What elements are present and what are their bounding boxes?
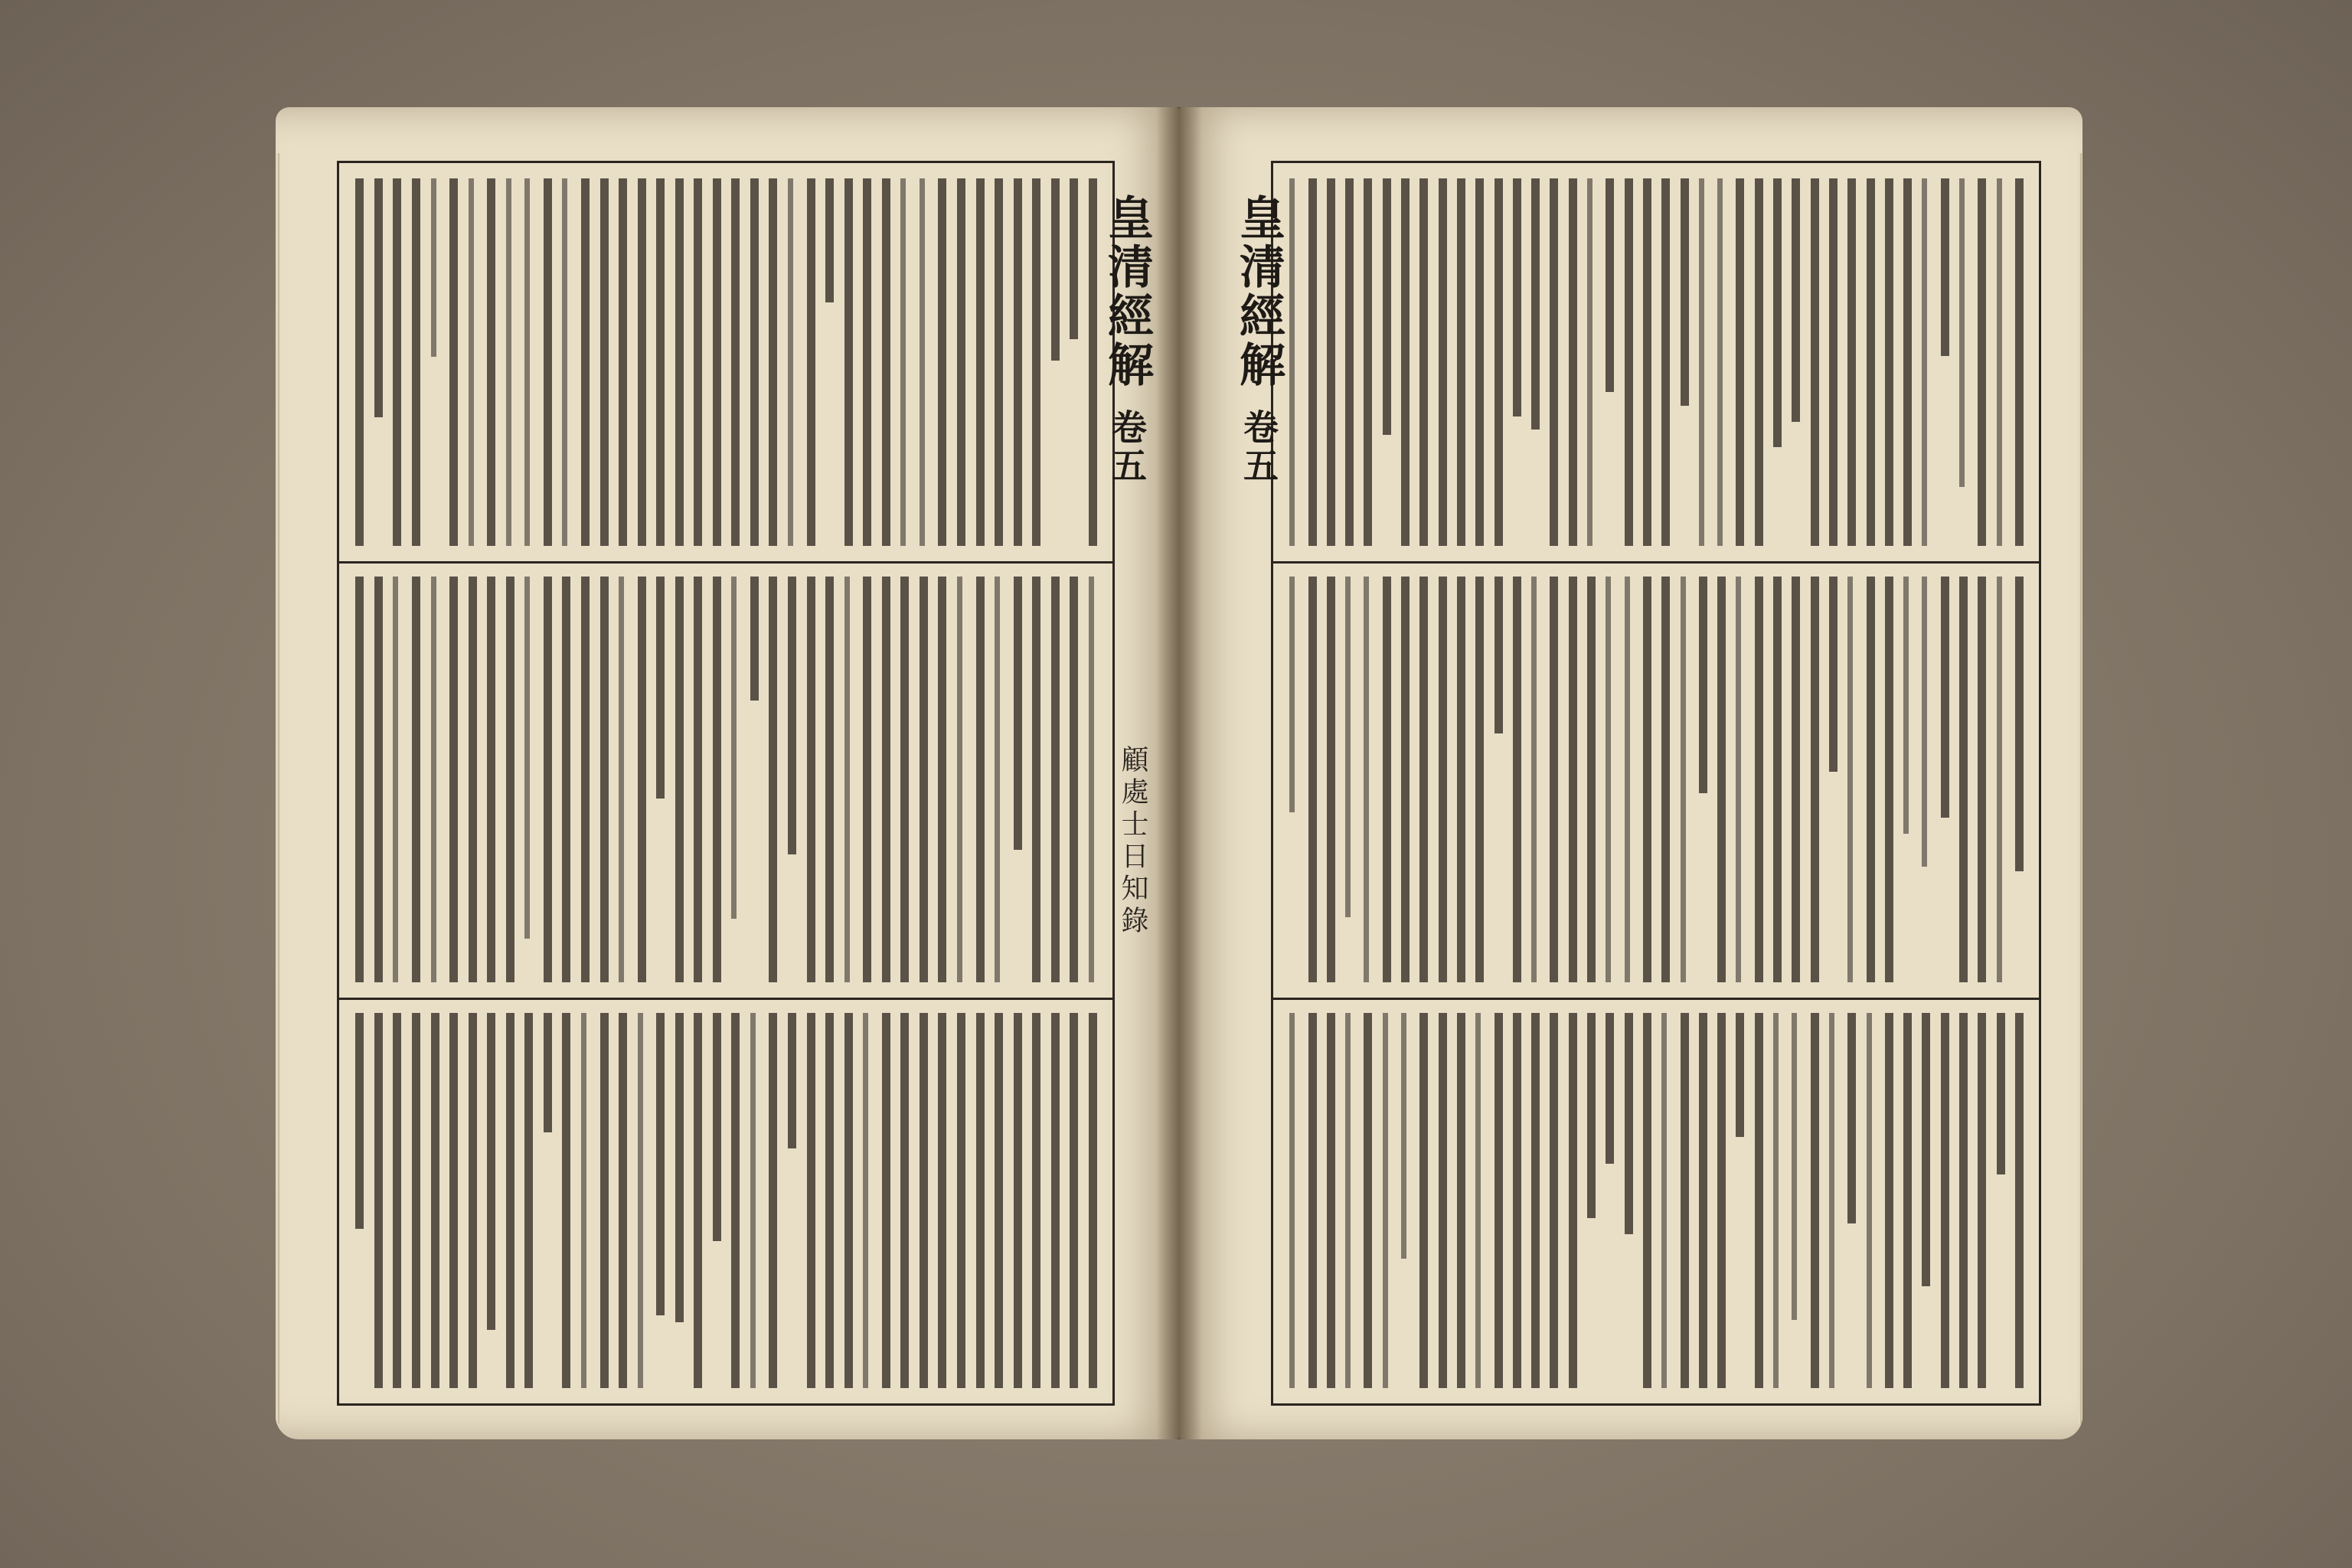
right-header-title: 皇清經解 xyxy=(1232,194,1285,390)
text-column xyxy=(1457,1013,1465,1388)
text-column xyxy=(1308,577,1317,982)
text-column xyxy=(1773,178,1782,447)
text-column xyxy=(1885,178,1893,546)
text-column xyxy=(1032,577,1040,982)
text-column xyxy=(1755,577,1763,982)
text-column xyxy=(1773,1013,1779,1388)
text-column xyxy=(1661,577,1670,982)
text-column xyxy=(1773,577,1782,982)
text-column xyxy=(844,577,850,982)
text-column xyxy=(1847,577,1853,982)
text-column xyxy=(1032,178,1040,546)
text-column xyxy=(1070,1013,1078,1388)
text-column xyxy=(1345,1013,1351,1388)
text-column xyxy=(1289,577,1295,812)
text-column xyxy=(412,178,420,546)
text-column xyxy=(788,178,793,546)
text-column xyxy=(976,577,985,982)
text-column xyxy=(506,1013,514,1388)
left-page-source-caption: 顧處士日知錄 xyxy=(1117,745,1148,938)
text-column xyxy=(1531,577,1537,982)
text-column xyxy=(1475,178,1484,546)
text-column xyxy=(788,1013,796,1148)
text-column xyxy=(844,178,853,546)
text-column xyxy=(619,178,627,546)
text-column xyxy=(1997,577,2002,982)
text-column xyxy=(750,178,759,546)
text-column xyxy=(995,577,1000,982)
text-column xyxy=(825,577,834,982)
text-column xyxy=(1699,577,1707,793)
text-column xyxy=(713,1013,721,1241)
text-column xyxy=(1513,577,1521,982)
text-column xyxy=(1755,1013,1763,1388)
text-column xyxy=(581,178,590,546)
text-column xyxy=(675,178,684,546)
text-column xyxy=(938,178,946,546)
text-column xyxy=(1885,577,1893,982)
text-column xyxy=(1550,1013,1558,1388)
text-column xyxy=(731,178,740,546)
text-column xyxy=(524,178,530,546)
text-column xyxy=(600,577,609,982)
text-column xyxy=(1717,178,1723,546)
text-column xyxy=(1327,178,1335,546)
right-text-frame xyxy=(1232,161,2041,1406)
text-column xyxy=(844,1013,853,1388)
text-column xyxy=(1289,1013,1295,1388)
text-column xyxy=(562,577,570,982)
text-column xyxy=(1070,577,1078,982)
text-column xyxy=(1997,178,2002,546)
text-column xyxy=(1941,577,1949,818)
text-column xyxy=(1439,178,1447,546)
text-column xyxy=(1364,1013,1372,1388)
text-column xyxy=(2015,178,2024,546)
text-column xyxy=(1625,1013,1633,1234)
text-column xyxy=(1792,1013,1797,1320)
text-column xyxy=(1494,577,1503,733)
left-text-block-middle xyxy=(350,577,1102,982)
text-column xyxy=(1922,178,1927,546)
text-column xyxy=(900,1013,909,1388)
text-column xyxy=(638,577,646,982)
text-column xyxy=(1811,178,1819,546)
text-column xyxy=(1051,577,1060,982)
text-column xyxy=(1587,577,1596,982)
text-column xyxy=(920,1013,928,1388)
text-column xyxy=(1494,178,1503,546)
text-column xyxy=(487,1013,495,1330)
text-column xyxy=(900,178,906,546)
text-column xyxy=(807,577,815,982)
text-column xyxy=(1364,577,1369,982)
text-column xyxy=(1606,577,1611,982)
text-column xyxy=(656,1013,665,1315)
text-column xyxy=(1903,178,1912,546)
text-column xyxy=(995,178,1003,546)
text-column xyxy=(1032,1013,1040,1388)
text-column xyxy=(524,577,530,939)
text-column xyxy=(1903,1013,1912,1388)
text-column xyxy=(1625,577,1630,982)
text-column xyxy=(807,178,815,546)
text-column xyxy=(469,577,477,982)
text-column xyxy=(1847,1013,1856,1223)
right-register-line-2 xyxy=(1273,998,2039,1000)
text-column xyxy=(1941,1013,1949,1388)
text-column xyxy=(1625,178,1633,546)
text-column xyxy=(487,178,495,546)
text-column xyxy=(750,577,759,701)
text-column xyxy=(1699,1013,1707,1388)
text-column xyxy=(2015,1013,2024,1388)
text-column xyxy=(1419,178,1428,546)
text-column xyxy=(1699,178,1704,546)
text-column xyxy=(449,1013,458,1388)
text-column xyxy=(1978,1013,1986,1388)
left-register-line-2 xyxy=(339,998,1112,1000)
text-column xyxy=(431,178,436,357)
right-header-volume: 卷五 xyxy=(1238,408,1279,485)
text-column xyxy=(1867,577,1875,982)
text-column xyxy=(976,178,985,546)
text-column xyxy=(1089,1013,1097,1388)
text-column xyxy=(769,1013,777,1388)
text-column xyxy=(1661,1013,1667,1388)
text-column xyxy=(882,577,890,982)
text-column xyxy=(713,178,721,546)
text-column xyxy=(1513,1013,1521,1388)
text-column xyxy=(920,577,928,982)
left-text-block-top xyxy=(350,178,1102,546)
text-column xyxy=(393,577,398,982)
text-column xyxy=(544,178,552,546)
text-column xyxy=(600,178,609,546)
text-column xyxy=(581,1013,586,1388)
text-column xyxy=(1531,178,1540,430)
text-column xyxy=(1922,577,1927,867)
text-column xyxy=(863,178,871,546)
text-column xyxy=(1383,577,1391,982)
text-column xyxy=(656,577,665,799)
text-column xyxy=(1419,1013,1428,1388)
text-column xyxy=(769,178,777,546)
text-column xyxy=(1885,1013,1893,1388)
text-column xyxy=(900,577,909,982)
text-column xyxy=(355,577,364,982)
text-column xyxy=(1606,178,1614,392)
text-column xyxy=(469,1013,477,1388)
text-column xyxy=(750,1013,756,1388)
text-column xyxy=(1401,1013,1406,1259)
text-column xyxy=(1829,577,1838,772)
text-column xyxy=(1513,178,1521,416)
text-column xyxy=(1736,577,1741,982)
text-column xyxy=(1792,577,1800,982)
text-column xyxy=(957,1013,965,1388)
text-column xyxy=(957,178,965,546)
text-column xyxy=(393,178,401,546)
text-column xyxy=(1867,1013,1872,1388)
text-column xyxy=(469,178,474,546)
text-column xyxy=(1903,577,1909,834)
text-column xyxy=(1383,1013,1388,1388)
text-column xyxy=(374,1013,383,1388)
text-column xyxy=(1569,178,1577,546)
text-column xyxy=(1327,577,1335,982)
text-column xyxy=(506,577,514,982)
text-column xyxy=(656,178,665,546)
text-column xyxy=(1070,178,1078,339)
text-column xyxy=(1606,1013,1614,1164)
text-column xyxy=(1643,577,1651,982)
text-column xyxy=(882,1013,890,1388)
text-column xyxy=(449,178,458,546)
text-column xyxy=(1997,1013,2005,1174)
text-column xyxy=(1569,1013,1577,1388)
text-column xyxy=(1531,1013,1540,1388)
text-column xyxy=(1829,1013,1834,1388)
text-column xyxy=(675,577,684,982)
text-column xyxy=(1457,577,1465,982)
left-text-frame xyxy=(337,161,1154,1406)
left-header-title: 皇清經解 xyxy=(1100,194,1154,390)
text-column xyxy=(1439,577,1447,982)
right-register-line-1 xyxy=(1273,561,2039,564)
text-column xyxy=(1587,1013,1596,1218)
text-column xyxy=(1475,1013,1481,1388)
text-column xyxy=(694,178,702,546)
text-column xyxy=(1829,178,1838,546)
text-column xyxy=(544,577,552,982)
text-column xyxy=(957,577,962,982)
text-column xyxy=(619,1013,627,1388)
left-page-edges xyxy=(276,153,280,1424)
text-column xyxy=(825,1013,834,1388)
open-book xyxy=(276,92,2082,1470)
text-column xyxy=(1089,577,1094,982)
text-column xyxy=(1364,178,1372,546)
text-column xyxy=(1014,178,1022,546)
text-column xyxy=(562,1013,570,1388)
text-column xyxy=(374,577,383,982)
text-column xyxy=(355,1013,364,1229)
right-running-header xyxy=(1226,194,1292,485)
text-column xyxy=(1959,1013,1968,1388)
text-column xyxy=(431,577,436,982)
text-column xyxy=(1811,577,1819,982)
text-column xyxy=(1717,577,1726,982)
text-column xyxy=(374,178,383,417)
text-column xyxy=(1550,178,1558,546)
text-column xyxy=(1959,577,1968,982)
text-column xyxy=(449,577,458,982)
text-column xyxy=(1792,178,1800,422)
right-text-block-top xyxy=(1284,178,2028,546)
text-column xyxy=(1681,577,1686,982)
text-column xyxy=(694,1013,702,1388)
text-column xyxy=(807,1013,815,1388)
text-column xyxy=(1401,178,1410,546)
text-column xyxy=(1308,1013,1317,1388)
text-column xyxy=(863,577,871,982)
text-column xyxy=(1014,577,1022,850)
text-column xyxy=(1327,1013,1335,1388)
text-column xyxy=(1439,1013,1447,1388)
text-column xyxy=(619,577,624,982)
text-column xyxy=(1014,1013,1022,1388)
text-column xyxy=(938,577,946,982)
text-column xyxy=(675,1013,684,1322)
text-column xyxy=(638,178,646,546)
text-column xyxy=(920,178,925,546)
text-column xyxy=(1643,1013,1651,1388)
text-column xyxy=(1922,1013,1930,1286)
text-column xyxy=(995,1013,1003,1388)
text-column xyxy=(825,178,834,302)
text-column xyxy=(769,577,777,982)
left-header-volume: 卷五 xyxy=(1106,408,1148,485)
text-column xyxy=(1475,577,1484,982)
text-column xyxy=(524,1013,533,1388)
text-column xyxy=(713,577,721,982)
text-column xyxy=(412,1013,420,1388)
text-column xyxy=(1308,178,1317,546)
text-column xyxy=(1401,577,1410,982)
text-column xyxy=(544,1013,552,1132)
text-column xyxy=(1978,178,1986,546)
text-column xyxy=(1661,178,1670,546)
text-column xyxy=(694,577,702,982)
text-column xyxy=(1345,178,1354,546)
text-column xyxy=(1569,577,1577,982)
text-column xyxy=(1811,1013,1819,1388)
text-column xyxy=(731,577,737,919)
text-column xyxy=(863,1013,868,1388)
left-text-block-bottom xyxy=(350,1013,1102,1388)
book-gutter-shadow xyxy=(1156,107,1202,1439)
left-page xyxy=(276,107,1179,1439)
right-page xyxy=(1179,107,2082,1439)
text-column xyxy=(1941,178,1949,356)
text-column xyxy=(788,577,796,854)
left-register-line-1 xyxy=(339,561,1112,564)
text-column xyxy=(2015,577,2024,871)
text-column xyxy=(1494,1013,1503,1388)
text-column xyxy=(1847,178,1856,546)
text-column xyxy=(1867,178,1875,546)
left-running-header xyxy=(1094,194,1160,485)
text-column xyxy=(938,1013,946,1388)
text-column xyxy=(976,1013,985,1388)
text-column xyxy=(1457,178,1465,546)
text-column xyxy=(1051,178,1060,361)
text-column xyxy=(506,178,511,546)
text-column xyxy=(1978,577,1986,982)
text-column xyxy=(600,1013,609,1388)
text-column xyxy=(1736,178,1744,546)
text-column xyxy=(1383,178,1391,435)
text-column xyxy=(412,577,420,982)
text-column xyxy=(1717,1013,1726,1388)
right-text-block-middle xyxy=(1284,577,2028,982)
text-column xyxy=(882,178,890,546)
text-column xyxy=(487,577,495,982)
text-column xyxy=(1736,1013,1744,1137)
text-column xyxy=(1587,178,1592,546)
text-column xyxy=(1643,178,1651,546)
text-column xyxy=(1959,178,1965,487)
text-column xyxy=(562,178,567,546)
text-column xyxy=(581,577,590,982)
text-column xyxy=(431,1013,439,1388)
text-column xyxy=(638,1013,643,1388)
text-column xyxy=(1051,1013,1060,1388)
text-column xyxy=(1345,577,1351,917)
text-column xyxy=(1681,178,1689,406)
text-column xyxy=(393,1013,401,1388)
right-text-block-bottom xyxy=(1284,1013,2028,1388)
right-page-edges xyxy=(2078,153,2082,1424)
text-column xyxy=(355,178,364,546)
text-column xyxy=(1755,178,1763,546)
text-column xyxy=(731,1013,740,1388)
text-column xyxy=(1550,577,1558,982)
text-column xyxy=(1681,1013,1689,1388)
text-column xyxy=(1419,577,1428,982)
